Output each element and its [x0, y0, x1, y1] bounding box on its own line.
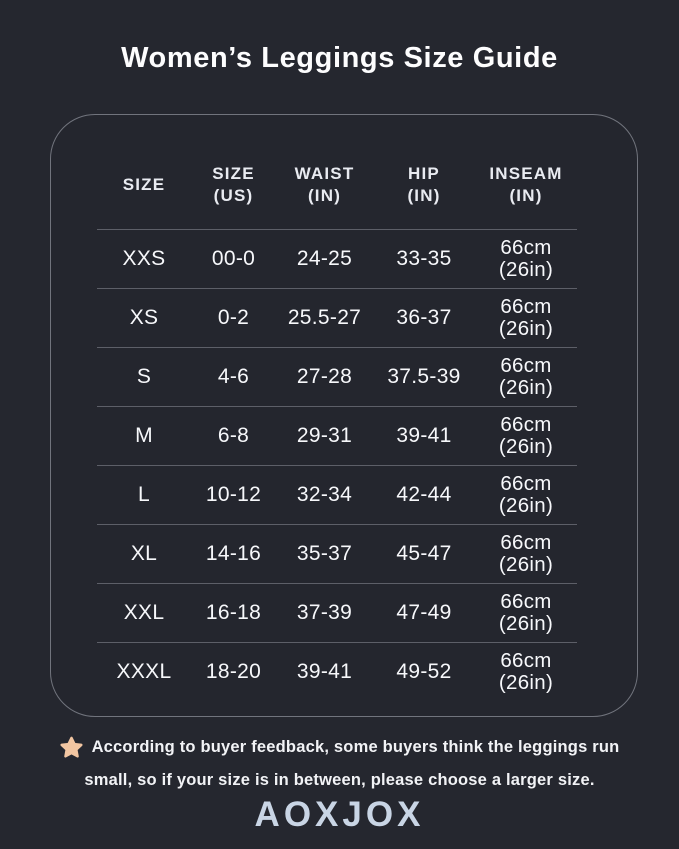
table-header-row	[97, 115, 577, 229]
table-row	[97, 583, 577, 642]
size-table-body	[97, 229, 577, 701]
cell-waist: 39-41	[296, 660, 353, 683]
cell-waist: 27-28	[296, 365, 353, 388]
cell-size: S	[136, 365, 152, 388]
cell-inseam: 66cm (26in)	[498, 236, 554, 281]
column-header-waist: WAIST (IN)	[294, 164, 355, 205]
footer-note-line1	[60, 734, 620, 760]
table-row	[97, 288, 577, 347]
size-guide-panel	[50, 114, 638, 717]
footer-note-text-1: According to buyer feedback, some buyers think the leggings run	[91, 738, 620, 756]
cell-size: XS	[129, 306, 159, 329]
cell-hip: 39-41	[396, 424, 452, 447]
cell-size: XXL	[123, 601, 165, 624]
cell-hip: 36-37	[396, 306, 452, 329]
cell-size: M	[135, 424, 153, 447]
cell-size-us: 16-18	[205, 601, 262, 624]
column-header-size-us: SIZE (US)	[212, 164, 255, 205]
cell-waist: 24-25	[296, 247, 353, 270]
cell-size-us: 6-8	[217, 424, 250, 447]
cell-size: L	[138, 483, 150, 506]
size-table	[97, 115, 577, 701]
cell-inseam: 66cm (26in)	[498, 295, 554, 340]
cell-size-us: 14-16	[205, 542, 262, 565]
cell-inseam: 66cm (26in)	[498, 649, 554, 694]
cell-inseam: 66cm (26in)	[498, 472, 554, 517]
cell-inseam: 66cm (26in)	[498, 413, 554, 458]
table-row	[97, 347, 577, 406]
cell-waist: 37-39	[296, 601, 353, 624]
cell-waist: 25.5-27	[287, 306, 362, 329]
cell-hip: 47-49	[396, 601, 452, 624]
footer-note-text-2: small, so if your size is in between, please choose a larger size.	[84, 770, 595, 789]
star-icon	[60, 736, 83, 759]
cell-inseam: 66cm (26in)	[498, 590, 554, 635]
cell-waist: 29-31	[296, 424, 353, 447]
cell-size-us: 0-2	[217, 306, 250, 329]
cell-size: XXXL	[116, 660, 172, 683]
page-title: Women’s Leggings Size Guide	[121, 42, 558, 74]
table-row	[97, 406, 577, 465]
cell-hip: 49-52	[396, 660, 452, 683]
cell-hip: 42-44	[396, 483, 452, 506]
cell-inseam: 66cm (26in)	[498, 354, 554, 399]
cell-size-us: 4-6	[217, 365, 250, 388]
cell-size: XXS	[122, 247, 166, 270]
cell-inseam: 66cm (26in)	[498, 531, 554, 576]
cell-hip: 45-47	[396, 542, 452, 565]
brand-logo: AOXJOX	[254, 795, 425, 834]
cell-waist: 35-37	[296, 542, 353, 565]
cell-hip: 37.5-39	[387, 365, 461, 388]
table-row	[97, 465, 577, 524]
cell-waist: 32-34	[296, 483, 353, 506]
column-header-hip: HIP (IN)	[407, 164, 441, 205]
cell-size-us: 10-12	[205, 483, 262, 506]
cell-size-us: 00-0	[211, 247, 256, 270]
cell-size-us: 18-20	[205, 660, 262, 683]
column-header-inseam: INSEAM (IN)	[489, 164, 563, 205]
cell-hip: 33-35	[396, 247, 452, 270]
table-row	[97, 642, 577, 701]
cell-size: XL	[130, 542, 158, 565]
column-header-size: SIZE	[122, 175, 166, 194]
table-row	[97, 229, 577, 288]
table-row	[97, 524, 577, 583]
footer-note	[0, 734, 679, 793]
